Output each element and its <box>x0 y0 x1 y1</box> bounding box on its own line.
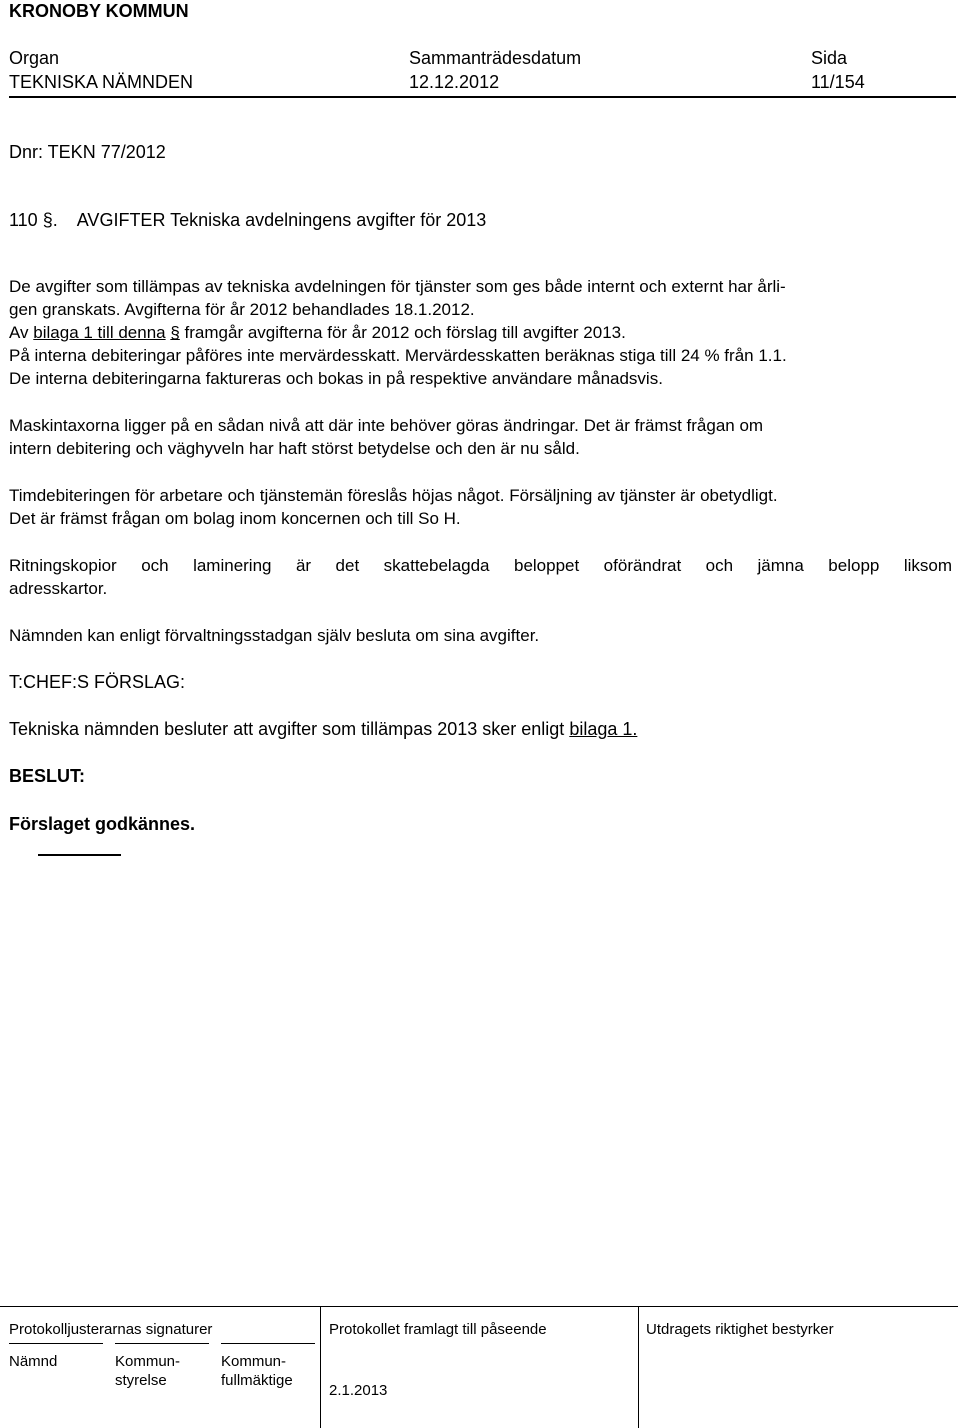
paragraph-3 <box>9 484 952 530</box>
bilaga-link[interactable]: bilaga 1 till denna <box>33 323 166 342</box>
footer-namnd-label: Nämnd <box>9 1353 58 1370</box>
footer-display-title: Protokollet framlagt till påseende <box>329 1321 547 1338</box>
footer-top-rule <box>0 1306 958 1307</box>
footer-fullmaktige-label-1: Kommun- <box>221 1353 287 1370</box>
footer-styrelse-label-1: Kommun- <box>115 1353 181 1370</box>
paragraph-1-line-2: gen granskats. Avgifterna för år 2012 behandlades 18.1.2012. <box>9 300 475 319</box>
section-sign-link[interactable]: § <box>170 323 180 342</box>
organization-name: KRONOBY KOMMUN <box>9 1 189 21</box>
signature-line-fullmaktige <box>221 1343 315 1344</box>
decision-text: Förslaget godkännes. <box>9 814 196 834</box>
section-number: 110 <box>9 210 38 230</box>
end-rule <box>38 854 121 856</box>
paragraph-3-line-1: Timdebiteringen för arbetare och tjänstemän föreslås höjas något. Försäljning av tjänster är obetydligt. <box>9 486 778 505</box>
footer-signatures-title: Protokolljusterarnas signaturer <box>9 1321 213 1338</box>
proposal-bilaga-link[interactable]: bilaga 1. <box>569 719 638 739</box>
footer-divider-2 <box>638 1306 639 1428</box>
signature-line-styrelse <box>115 1343 209 1344</box>
paragraph-2-line-1: Maskintaxorna ligger på en sådan nivå att där inte behöver göras ändringar. Det är främst frågan om <box>9 416 764 435</box>
footer-divider-1 <box>320 1306 321 1428</box>
paragraph-1-line-4: På interna debiteringar påföres inte mervärdesskatt. Mervärdesskatten beräknas stiga till 24 % från 1.1. <box>9 346 787 365</box>
footer-date: 2.1.2013 <box>329 1382 388 1399</box>
footer-styrelse-label-2: styrelse <box>115 1372 167 1389</box>
section-heading <box>9 209 486 232</box>
paragraph-5: Nämnden kan enligt förvaltningsstadgan själv besluta om sina avgifter. <box>9 626 540 645</box>
organ-label: Organ <box>9 48 60 68</box>
meeting-date-label: Sammanträdesdatum <box>409 48 582 68</box>
page-label: Sida <box>811 48 848 68</box>
signature-line-namnd <box>9 1343 103 1344</box>
av-text: Av <box>9 323 29 342</box>
paragraph-2 <box>9 414 952 460</box>
decision-label: BESLUT: <box>9 766 85 786</box>
proposal-label: T:CHEF:S FÖRSLAG: <box>9 672 186 692</box>
paragraph-4-line-2: adresskartor. <box>9 579 108 598</box>
footer-fullmaktige-label-2: fullmäktige <box>221 1372 293 1389</box>
section-sign: § <box>42 210 53 230</box>
fees-text: framgår avgifterna för år 2012 och förslag till avgifter 2013. <box>184 323 626 342</box>
section-title: AVGIFTER Tekniska avdelningens avgifter för 2013 <box>76 210 487 230</box>
footer-certify-title: Utdragets riktighet bestyrker <box>646 1321 834 1338</box>
proposal-body: Tekniska nämnden besluter att avgifter som tillämpas 2013 sker enligt <box>9 719 565 739</box>
paragraph-4-line-1: Ritningskopior och laminering är det skattebelagda beloppet oförändrat och jämna belopp liksom <box>9 556 952 575</box>
proposal-text <box>9 718 637 741</box>
organ-value: TEKNISKA NÄMNDEN <box>9 72 194 92</box>
section-dot: . <box>52 210 58 230</box>
meeting-date-value: 12.12.2012 <box>409 72 500 92</box>
dnr: Dnr: TEKN 77/2012 <box>9 142 166 162</box>
paragraph-1 <box>9 275 952 390</box>
paragraph-3-line-2: Det är främst frågan om bolag inom koncernen och till So H. <box>9 509 461 528</box>
paragraph-1-line-1: De avgifter som tillämpas av tekniska avdelningen för tjänster som ges både internt och externt har årli- <box>9 277 786 296</box>
page-number: 11/154 <box>811 72 865 92</box>
paragraph-1-line-3 <box>9 321 952 344</box>
paragraph-4 <box>9 554 952 600</box>
paragraph-2-line-2: intern debitering och väghyveln har haft störst betydelse och den är nu såld. <box>9 439 580 458</box>
header-rule <box>9 96 956 98</box>
paragraph-1-line-5: De interna debiteringarna faktureras och bokas in på respektive användare månadsvis. <box>9 369 663 388</box>
